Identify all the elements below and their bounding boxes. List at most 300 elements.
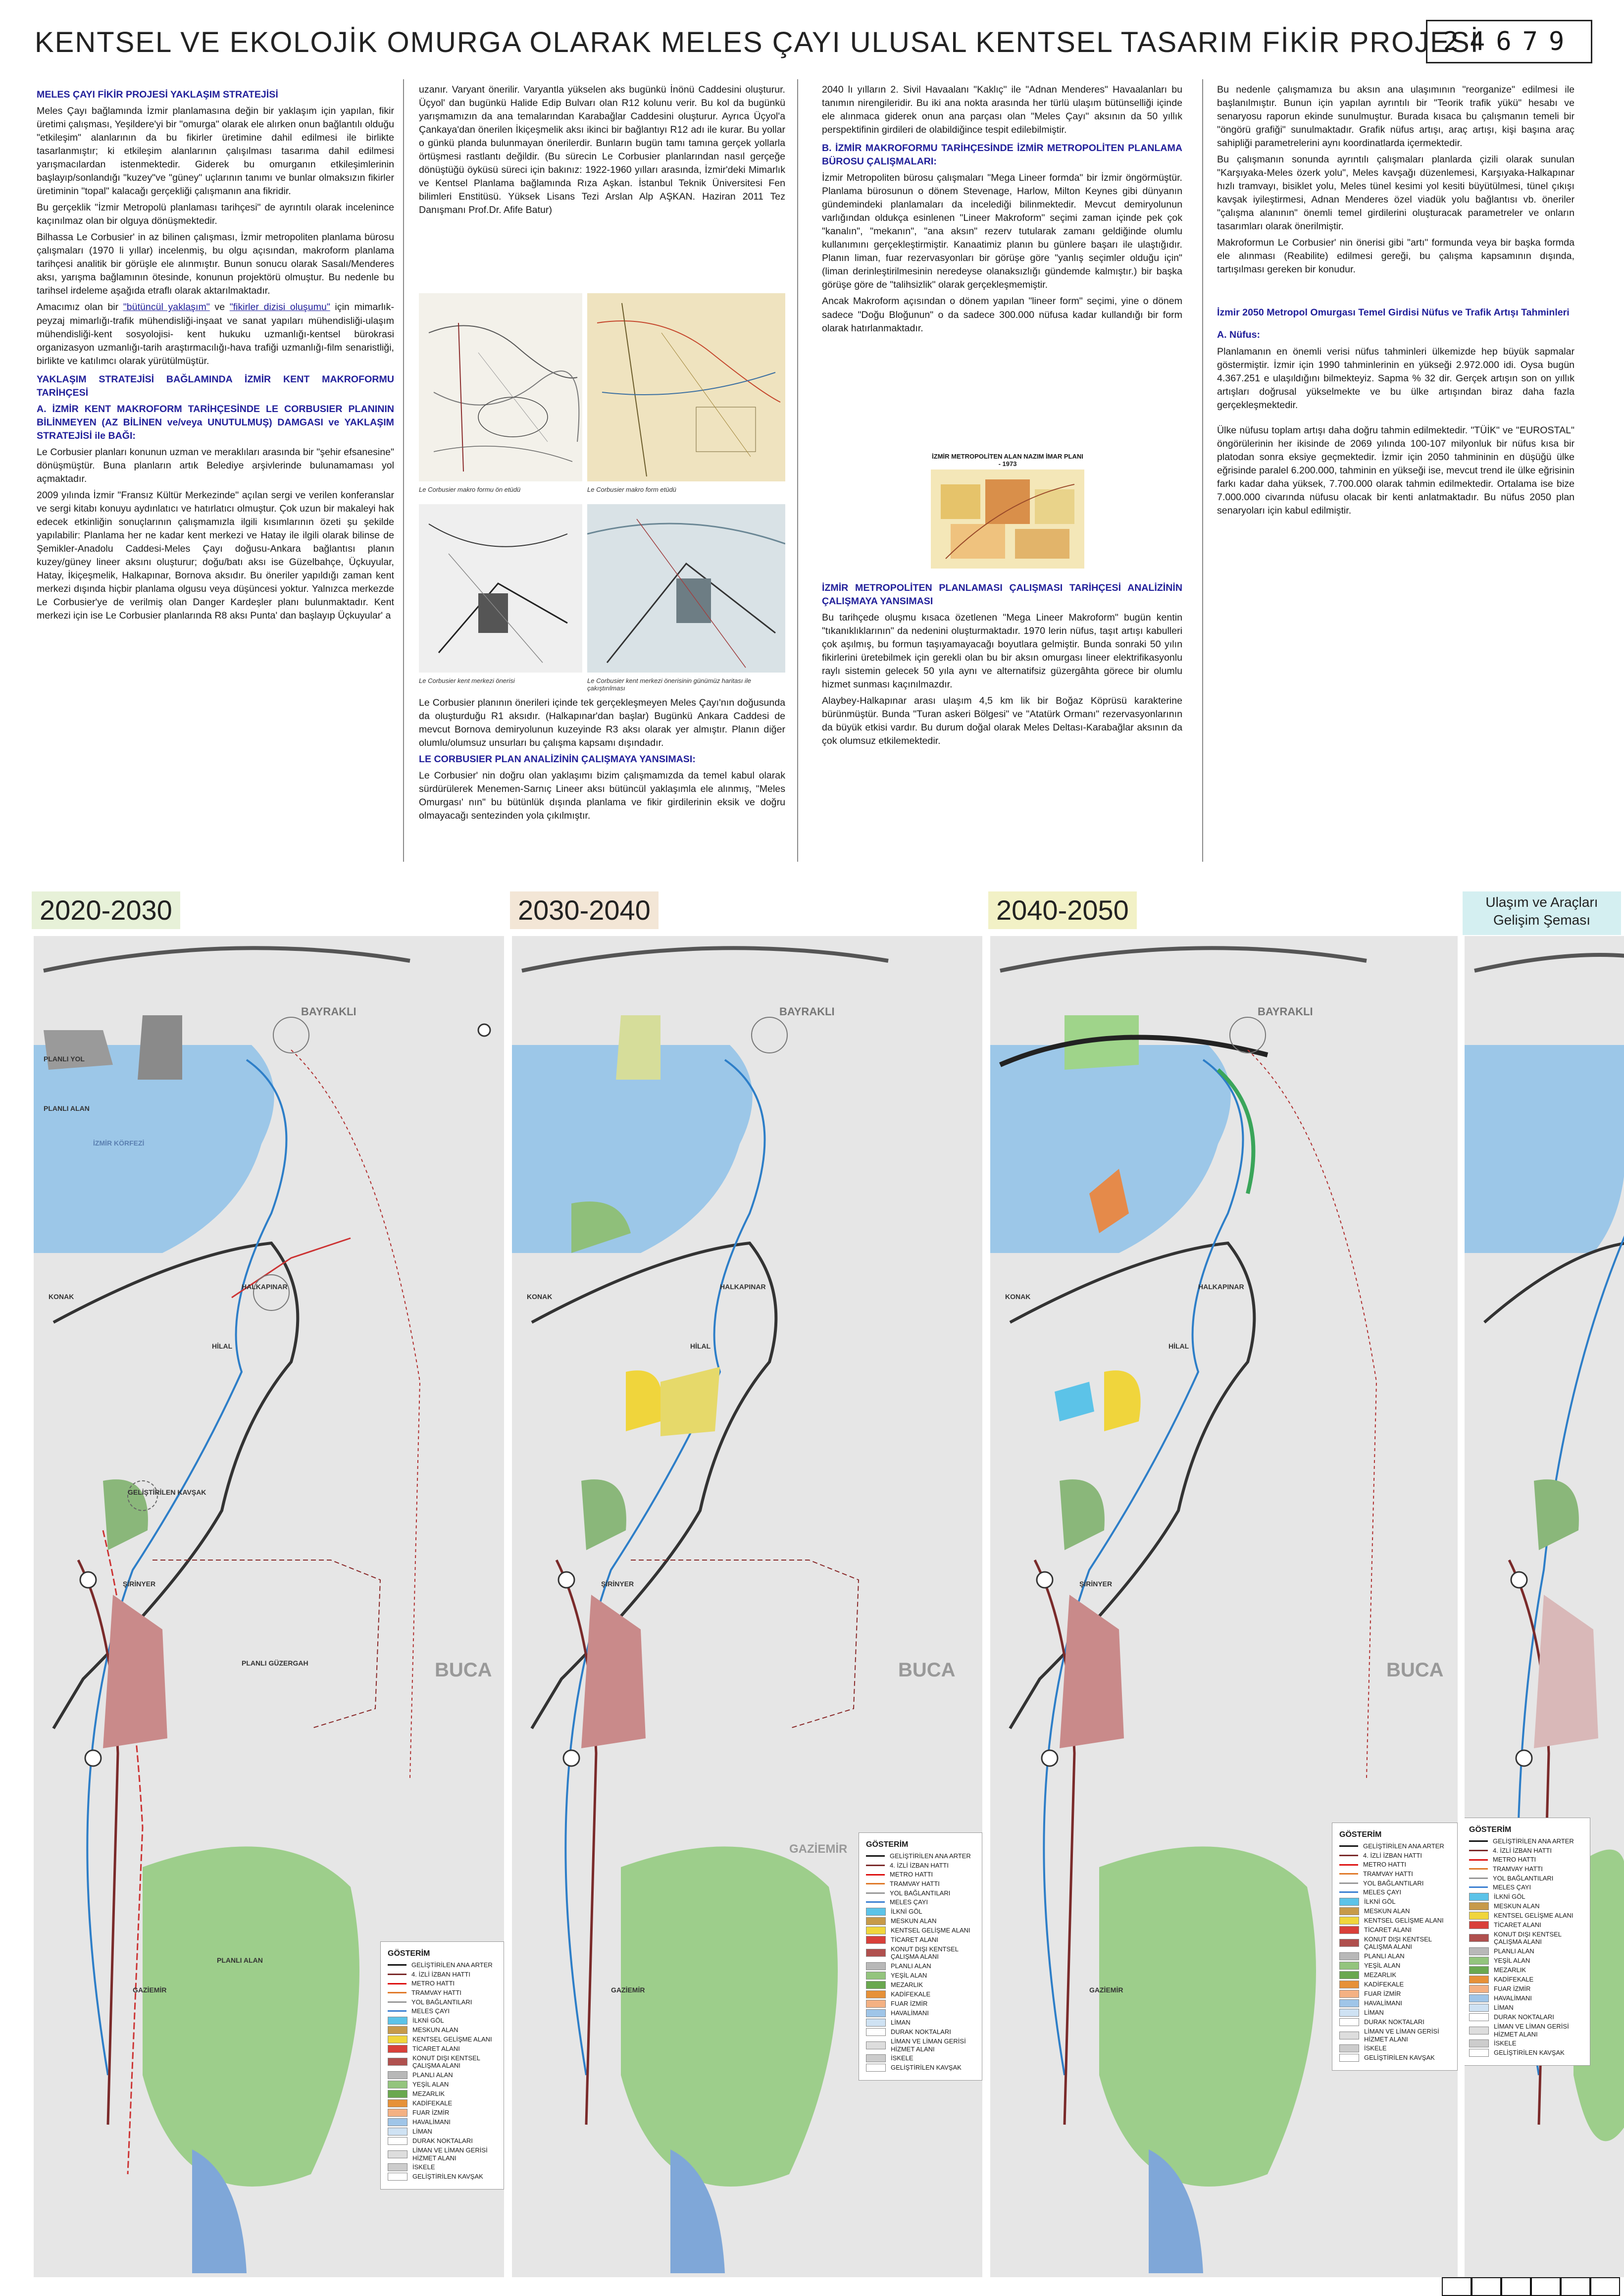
paragraph: 2009 yılında İzmir "Fransız Kültür Merkezinde" açılan sergi ve verilen konferanslar ve sergi kitabı konuyu aydınlatıcı ve hatırlatıcı olmuştur. Çok uzun bir makaleyi hak edecek etkinliğin sonuçlarının çalışmamızla ilgili kısımlarının özeti şu şekilde yapılabilir: Planlama her ne kadar kent merkezi ve Hatay ile ilgili olarak bilinse de Şemikler-Anadolu Caddesi-Meles Çayı doğusu-Ankara bağlantısı planın kuzey/güney lineer aksını oluşturur; doğu/batı aksı ise Güzelbahçe, Üçkuyular, Hatay, İkiçeşmelik, Halkapınar, Bornova aksıdır. Bu öneriler yapıldığı zaman kent merkezi dışında hiçbir planlama olgusu veya düşüncesi yoktur. Yalnızca merkezde Le Corbusier'ye de verilmiş olan Danger Kardeşler planı bulunmaktadır. Kent merkezi için ise Le Corbusier planlarında R8 aksı Punta' dan başlayıp Üçkuyular' a <box>37 489 394 622</box>
legend-area-swatch <box>388 2017 407 2025</box>
legend-area-item <box>866 2009 975 2017</box>
legend-area-item <box>1469 1893 1583 1901</box>
legend-label: METRO HATTI <box>1493 1856 1536 1864</box>
map-label-buca: BUCA <box>898 1659 956 1681</box>
legend-area-swatch <box>1339 1990 1359 1998</box>
legend-area-swatch <box>1339 1917 1359 1925</box>
legend-line-swatch <box>1339 1873 1358 1875</box>
legend-area-item <box>1339 1962 1450 1970</box>
legend-area-swatch <box>388 2109 407 2117</box>
legend-area-swatch <box>866 2041 886 2049</box>
legend-area-swatch <box>388 2035 407 2043</box>
legend-area-item <box>1469 1966 1583 1974</box>
legend-line-item <box>866 1898 975 1906</box>
paragraph: 2040 lı yılların 2. Sivil Havaalanı "Kaklıç" ile "Adnan Menderes" Havaalanları bu tanımın nirengileridir. Bu iki ana nokta arasında her türlü ulaşım bütünselliği içinde ele alınmaca giderek onun ana parçası olan "Meles Çayı" aksının da 50 yıllık perspektifinin girdileri de olabildiğince tespit edilebilmiştir. <box>822 84 1182 136</box>
legend-label: KONUT DIŞI KENTSEL ÇALIŞMA ALANI <box>1364 1935 1432 1951</box>
sketch-map-image <box>419 293 582 481</box>
figure-lecorbusier-1 <box>419 293 582 493</box>
legend-line-swatch <box>1339 1855 1358 1856</box>
legend-line-item <box>388 1971 497 1979</box>
legend-area-item <box>1339 2044 1450 2052</box>
legend-label: LİMAN VE LİMAN GERİSİ HİZMET ALANI <box>412 2146 488 2162</box>
map-legend <box>1332 1823 1458 2071</box>
legend-area-item <box>1469 1902 1583 1910</box>
map-label-planli-guzergah: PLANLI GÜZERGAH <box>242 1659 308 1667</box>
legend-area-swatch <box>1469 2027 1489 2035</box>
legend-line-swatch <box>388 2001 406 2003</box>
legend-area-item <box>1339 1935 1450 1951</box>
legend-label: LİMAN <box>1364 2009 1384 2017</box>
legend-area-item <box>866 2037 975 2053</box>
legend-label: YOL BAĞLANTILARI <box>1493 1874 1554 1882</box>
legend-area-item <box>866 1972 975 1980</box>
legend-label: HAVALİMANI <box>412 2118 451 2126</box>
legend-line-swatch <box>866 1865 885 1866</box>
legend-label: KADİFEKALE <box>891 1990 931 1998</box>
legend-label: İLKNİ GÖL <box>412 2016 444 2024</box>
divider <box>1202 79 1203 862</box>
panel-title-2030-2040: 2030-2040 <box>510 891 659 929</box>
map-label-halkapinar: HALKAPINAR <box>720 1283 766 1291</box>
legend-label: MEZARLIK <box>1494 1966 1526 1974</box>
legend-line-swatch <box>866 1892 885 1894</box>
legend-label: GELİŞTİRİLEN KAVŞAK <box>412 2173 483 2181</box>
legend-label: 4. İZLİ İZBAN HATTI <box>890 1861 949 1869</box>
figure-lecorbusier-2 <box>587 293 785 493</box>
map-label-bayrakli: BAYRAKLI <box>779 1005 835 1018</box>
legend-area-swatch <box>1469 2049 1489 2057</box>
legend-area-item <box>1469 1976 1583 1983</box>
legend-label: MEZARLIK <box>1364 1971 1397 1979</box>
figure-lecorbusier-3 <box>419 504 582 684</box>
legend-label: DURAK NOKTALARI <box>412 2137 473 2145</box>
legend-line-swatch <box>1339 1891 1358 1893</box>
section-heading: İZMİR METROPOLİTEN PLANLAMASI ÇALIŞMASI TARİHÇESİ ANALİZİNİN ÇALIŞMAYA YANSIMASI <box>822 582 1182 607</box>
figure-caption: Le Corbusier makro form etüdü <box>587 486 676 493</box>
map-label-hilal: HİLAL <box>212 1342 233 1350</box>
legend-area-item <box>1469 1931 1583 1946</box>
legend-area-item <box>388 2099 497 2107</box>
legend-label: LİMAN VE LİMAN GERİSİ HİZMET ALANI <box>1494 2022 1569 2038</box>
legend-area-item <box>1469 1957 1583 1965</box>
legend-label: TRAMVAY HATTI <box>1493 1865 1543 1873</box>
legend-area-item <box>388 2045 497 2053</box>
legend-area-swatch <box>1339 1939 1359 1947</box>
legend-area-item <box>388 2026 497 2034</box>
legend-label: YEŞİL ALAN <box>1364 1962 1401 1970</box>
legend-label: KADİFEKALE <box>1364 1981 1404 1988</box>
legend-area-swatch <box>866 1908 886 1916</box>
legend-label: MEZARLIK <box>891 1981 923 1989</box>
legend-line-item <box>388 1998 497 2006</box>
legend-title: GÖSTERİM <box>1339 1830 1382 1839</box>
figure-caption: İZMİR METROPOLİTEN ALAN NAZIM İMAR PLANI - 1973 <box>932 453 1083 468</box>
legend-label: GELİŞTİRİLEN ANA ARTER <box>411 1961 493 1969</box>
legend-area-item <box>1469 1985 1583 1993</box>
paragraph: Le Corbusier planları konunun uzman ve meraklıları arasında bir "şehir efsanesine" dönüşmüştür. Buna planların artık Belediye arşivlerinde bulunamaması yol açmaktadır. <box>37 446 394 484</box>
paragraph <box>37 301 394 367</box>
legend-area-swatch <box>1339 1898 1359 1906</box>
map-label-kavsak: GELİŞTİRİLEN KAVŞAK <box>128 1488 206 1496</box>
text-column-3 <box>822 83 1182 338</box>
legend-line-swatch <box>866 1901 885 1903</box>
legend-label: LİMAN VE LİMAN GERİSİ HİZMET ALANI <box>1364 2027 1439 2043</box>
legend-label: İSKELE <box>891 2054 914 2062</box>
legend-area-swatch <box>866 1936 886 1944</box>
legend-area-swatch <box>1469 1934 1489 1942</box>
legend-line-swatch <box>388 1974 406 1975</box>
legend-label: İSKELE <box>1364 2044 1387 2052</box>
paragraph: Bu nedenle çalışmamıza bu aksın ana ulaşımının "reorganize" edilmesi ile başlanılmıştır. Bunun için yapılan ayrıntılı bir "Teorik trafik yükü" hesabı ve senaryosu raporun ekinde sunulmuştur. Burada kısaca bu çalışmanın temeli bir "öngörü grafiği" sunulmaktadır. Grafik nüfus artışı, araç artışı, kişi başına araç sahipliği parametrelerini aynı koordinatlarda içermektedir. <box>1217 84 1574 149</box>
map-panel-2020-2030 <box>32 936 504 2277</box>
divider <box>403 79 404 862</box>
grading-box <box>1590 2277 1620 2296</box>
legend-label: LİMAN <box>891 2019 911 2027</box>
legend-area-swatch <box>388 2045 407 2053</box>
legend-title: GÖSTERİM <box>866 1840 909 1849</box>
legend-area-swatch <box>1339 2044 1359 2052</box>
legend-label: KENTSEL GELİŞME ALANI <box>891 1926 970 1934</box>
legend-line-swatch <box>866 1855 885 1857</box>
map-label-halkapinar: HALKAPINAR <box>242 1283 288 1291</box>
sketch-map-image <box>587 293 785 481</box>
paragraph: Ülke nüfusu toplam artışı daha doğru tahmin edilmektedir. "TÜİK" ve "EUROSTAL" öngörülerinin her ikisinde de 2069 yılında 100-107 milyonluk bir nüfus kısa bir platodan sonra eksiye geçmektedir. İzmir için 2050 tahmininin en düşüğü ülke eğrisinde paralel 6.200.000, tahminin en yükseği ise, mevcut trend ile ülke eğrisinin farkı kadar daha yüksek, 7.700.000 olarak tahmin edilmektedir. Ortalama ise bize 7.000.000 civarında nüfusu olacak bir kenti anlatmaktadır. Bu nüfus 2050 plan senaryoları için kabul edilmiştir. <box>1217 424 1574 516</box>
legend-line-item <box>1339 1888 1450 1896</box>
map-label-konak: KONAK <box>1005 1293 1031 1301</box>
legend-label: PLANLI ALAN <box>1494 1947 1534 1955</box>
legend-label: METRO HATTI <box>411 1980 455 1987</box>
map-label-planli-alan: PLANLI ALAN <box>44 1104 90 1112</box>
legend-line-item <box>866 1880 975 1888</box>
legend-label: LİMAN VE LİMAN GERİSİ HİZMET ALANI <box>891 2037 966 2053</box>
legend-line-item <box>1469 1847 1583 1855</box>
legend-label: İLKNİ GÖL <box>1364 1897 1396 1905</box>
legend-label: METRO HATTI <box>890 1871 933 1879</box>
header <box>0 0 1624 84</box>
legend-area-swatch <box>866 2000 886 2008</box>
legend-area-item <box>866 1908 975 1916</box>
legend-label: METRO HATTI <box>1363 1861 1407 1869</box>
legend-area-swatch <box>1469 1994 1489 2002</box>
legend-area-swatch <box>1469 1893 1489 1901</box>
legend-area-item <box>388 2146 497 2162</box>
legend-area-item <box>866 2019 975 2027</box>
legend-area-item <box>866 2000 975 2008</box>
text-span: ve <box>209 302 230 313</box>
legend-area-swatch <box>1339 2009 1359 2017</box>
legend-line-swatch <box>1469 1868 1488 1870</box>
legend-label: KADİFEKALE <box>1494 1976 1534 1983</box>
legend-label: GELİŞTİRİLEN KAVŞAK <box>1494 2049 1565 2057</box>
grading-box <box>1472 2277 1501 2296</box>
legend-area-swatch <box>1469 2039 1489 2047</box>
figure-caption: Le Corbusier kent merkezi önerisi <box>419 677 515 684</box>
panel-title-2020-2030: 2020-2030 <box>32 891 180 929</box>
legend-area-item <box>866 1917 975 1925</box>
paragraph: Planlamanın en önemli verisi nüfus tahminleri ülkemizde hep büyük sapmalar göstermiştir. İzmir için 1990 tahminlerinin en yükseği 2.972.000 idi. Oysa bugün 4.367.251 e ulaşıldığını bilmekteyiz. Sapma % 32 dir. Gerçek artışın son on yıllık artışları doğrusal yükselmekte ve bu ülke artışından biraz daha fazla gerçekleşmektedir. <box>1217 346 1574 411</box>
legend-area-swatch <box>388 2173 407 2181</box>
figure-lecorbusier-4 <box>587 504 785 692</box>
legend-label: MESKUN ALAN <box>412 2026 458 2034</box>
legend-label: MESKUN ALAN <box>1364 1907 1410 1915</box>
map-label-konak: KONAK <box>527 1293 553 1301</box>
legend-label: HAVALİMANI <box>1364 1999 1402 2007</box>
legend-label: HAVALİMANI <box>1494 1994 1532 2002</box>
legend-area-swatch <box>866 1962 886 1970</box>
legend-area-swatch <box>1469 1966 1489 1974</box>
legend-label: MELES ÇAYI <box>890 1898 928 1906</box>
legend-line-swatch <box>1339 1845 1358 1847</box>
legend-line-item <box>866 1852 975 1860</box>
legend-label: PLANLI ALAN <box>1364 1952 1405 1960</box>
legend-label: MELES ÇAYI <box>411 2007 450 2015</box>
legend-line-item <box>1339 1842 1450 1850</box>
map-label-halkapinar: HALKAPINAR <box>1198 1283 1244 1291</box>
map-label-gaziemir: GAZİEMİR <box>611 1986 645 1994</box>
grading-box <box>1501 2277 1531 2296</box>
emphasis-link: "bütüncül yaklaşım" <box>123 302 210 313</box>
legend-area-swatch <box>1469 1947 1489 1955</box>
grading-boxes <box>1442 2277 1620 2296</box>
paragraph: Bilhassa Le Corbusier' in az bilinen çalışması, İzmir metropoliten planlama bürosu çalışmaları (1970 li yıllar) incelenmiş, bu olgu açısından, makroform planlama tarihçesi analitik bir görüşle ele alınmıştır. Bunun sonucu olarak Sasalı/Menderes aksı, yarışma bağlamının ötesinde, konunun projektörü olmuştur. Bu nedenle bu tarihsel irdeleme aşağıda etraflı olarak aktarılmaktadır. <box>37 232 394 297</box>
legend-label: HAVALİMANI <box>891 2009 929 2017</box>
legend-label: MESKUN ALAN <box>1494 1902 1540 1910</box>
map-label-planli-alan-2: PLANLI ALAN <box>217 1956 263 1964</box>
legend-label: MEZARLIK <box>412 2090 445 2098</box>
legend-label: YOL BAĞLANTILARI <box>411 1998 472 2006</box>
plan-map-image <box>931 470 1084 569</box>
legend-title: GÖSTERİM <box>388 1949 430 1958</box>
legend-line-item <box>1469 1856 1583 1864</box>
legend-area-swatch <box>1469 1957 1489 1965</box>
legend-area-item <box>388 2081 497 2088</box>
legend-area-item <box>866 2054 975 2062</box>
legend-area-swatch <box>1339 1999 1359 2007</box>
legend-area-item <box>1469 2004 1583 2012</box>
map-label-konak: KONAK <box>49 1293 74 1301</box>
legend-label: MELES ÇAYI <box>1493 1883 1531 1891</box>
figure-caption: Le Corbusier makro formu ön etüdü <box>419 486 521 493</box>
legend-line-item <box>1469 1865 1583 1873</box>
map-label-bayrakli: BAYRAKLI <box>1258 1005 1313 1018</box>
legend-label: 4. İZLİ İZBAN HATTI <box>1493 1846 1552 1854</box>
legend-line-swatch <box>1339 1864 1358 1866</box>
legend-label: TİCARET ALANI <box>412 2044 460 2052</box>
map-label-bayrakli: BAYRAKLI <box>301 1005 356 1018</box>
legend-area-swatch <box>388 2128 407 2136</box>
legend-area-swatch <box>1339 2032 1359 2039</box>
legend-label: TRAMVAY HATTI <box>411 1988 461 1996</box>
legend-area-swatch <box>388 2118 407 2126</box>
legend-line-swatch <box>388 1992 406 1993</box>
paragraph: Makroformun Le Corbusier' nin önerisi gibi "artı" formunda veya bir başka formda ele alınması (Reabilite) edilmesi gereği, bu çalışma kapsamının dışında, tartışılması gereken bir konudur. <box>1217 237 1574 275</box>
legend-area-item <box>388 2163 497 2171</box>
legend-label: TİCARET ALANI <box>1364 1926 1412 1933</box>
legend-label: MELES ÇAYI <box>1363 1888 1402 1896</box>
legend-label: 4. İZLİ İZBAN HATTI <box>411 1970 470 1978</box>
map-label-buca: BUCA <box>1386 1659 1444 1681</box>
legend-area-item <box>1469 2049 1583 2057</box>
legend-label: YEŞİL ALAN <box>1494 1957 1530 1965</box>
legend-area-item <box>1339 2009 1450 2017</box>
legend-label: YEŞİL ALAN <box>891 1972 927 1980</box>
legend-area-swatch <box>1339 1971 1359 1979</box>
legend-area-item <box>1339 1907 1450 1915</box>
legend-area-swatch <box>1339 1981 1359 1988</box>
legend-area-swatch <box>1339 2054 1359 2062</box>
legend-area-swatch <box>1339 1952 1359 1960</box>
text-column-3b <box>822 576 1182 751</box>
section-heading: İzmir 2050 Metropol Omurgası Temel Girdisi Nüfus ve Trafik Artışı Tahminleri <box>1217 307 1570 318</box>
legend-area-item <box>866 2028 975 2036</box>
grading-box <box>1561 2277 1590 2296</box>
legend-area-item <box>866 1962 975 1970</box>
legend-area-swatch <box>1469 2004 1489 2012</box>
legend-label: GELİŞTİRİLEN ANA ARTER <box>1363 1842 1444 1850</box>
map-ulasim <box>1465 936 1624 2277</box>
map-label-gaziemir-district: GAZİEMİR <box>789 1842 848 1856</box>
paragraph: Bu tarihçede oluşmu kısaca özetlenen "Mega Lineer Makroform" bugün kentin "tıkanıklıklarının" da nedenini oluşturmaktadır. 1970 lerin nüfus, taşıt artışı kabulleri çok aşılmış, bu formun taşıyamayacağı boyutlara gelmiştir. Bunda sonraki 50 yılın fikirlerini üretebilmek için gerekli olan bu bir aksın omurgası lineer elektrifikasyonlu raylı sistemin gelecek 50 yıla aynı ve alternatifsiz güzergâhta görece bir olumlu hizmet sunması kaçınılmazdır. <box>822 612 1182 690</box>
legend-area-swatch <box>388 2150 407 2158</box>
figure-caption: Le Corbusier kent merkezi önerisinin günümüz haritası ile çakıştırılması <box>587 677 751 692</box>
paragraph: Alaybey-Halkapınar arası ulaşım 4,5 km lik bir Boğaz Köprüsü karakterine bürünmüştür. Bunda "Turan askeri Bölgesi" ve "Atatürk Ormanı" rezervasyonlarının da büyük etkisi vardır. Bu durum doğal olarak Meles Deltası-Karabağlar aksının da çok olumsuz etkilemektedir. <box>822 695 1182 747</box>
text-column-2b <box>419 696 785 826</box>
legend-area-swatch <box>1339 1907 1359 1915</box>
legend-area-swatch <box>866 1990 886 1998</box>
panel-title-ulasim: Ulaşım ve Araçları Gelişim Şeması <box>1463 891 1621 935</box>
legend-area-item <box>388 2173 497 2181</box>
legend-line-swatch <box>388 1964 406 1966</box>
legend-label: FUAR İZMİR <box>1494 1985 1531 1993</box>
paragraph: Bu gerçeklik "İzmir Metropolü planlaması tarihçesi" de ayrıntılı olarak incelenince kaçınılmaz olan bir olguya dönüşmektedir. <box>37 202 394 227</box>
paragraph: Le Corbusier planının önerileri içinde tek gerçekleşmeyen Meles Çayı'nın doğusunda da oluşturduğu R1 aksıdır. (Halkapınar'dan başlar) Bugünkü Ankara Caddesi de mevcut Bornova demiryolunun kuzeyinde R3 aksı olarak yer almıştır. Planın diğer olumlu/olumsuz unsurları bu çalışma kapsamı dışındadır. <box>419 697 785 749</box>
legend-label: KONUT DIŞI KENTSEL ÇALIŞMA ALANI <box>412 2054 480 2070</box>
legend-label: GELİŞTİRİLEN KAVŞAK <box>891 2064 962 2072</box>
legend-area-item <box>1469 2023 1583 2038</box>
legend-area-item <box>388 2109 497 2117</box>
legend-label: KONUT DIŞI KENTSEL ÇALIŞMA ALANI <box>1494 1930 1562 1946</box>
legend-area-item <box>388 2090 497 2098</box>
paragraph: Bu çalışmanın sonunda ayrıntılı çalışmaları planlarda çizili olarak sunulan "Karşıyaka-Meles özerk yolu", Meles kavşağı düzenlemesi, Karşıyaka-Halkapınar hızlı tramvayı, bisiklet yolu, Meles tünel kesimi yol kesiti büyütülmesi, tünel çıkışı kavşak iyileştirmesi, Adnan Menderes özel viadük yolu bağlantısı vb. öneriler "çalışma alanının" önemli temel girdilerini oluşturacak parametreler ve onların tasarımları olarak önerilmiştir. <box>1217 154 1574 232</box>
legend-area-swatch <box>1469 2013 1489 2021</box>
legend-area-swatch <box>866 1949 886 1957</box>
section-heading: A. Nüfus: <box>1217 329 1261 341</box>
legend-line-item <box>388 1980 497 1987</box>
legend-label: GELİŞTİRİLEN ANA ARTER <box>890 1852 971 1860</box>
legend-area-swatch <box>866 1917 886 1925</box>
map-label-hilal: HİLAL <box>690 1342 711 1350</box>
legend-label: DURAK NOKTALARI <box>1364 2018 1424 2026</box>
legend-area-item <box>388 2054 497 2070</box>
map-legend <box>380 1941 504 2190</box>
legend-area-swatch <box>388 2081 407 2088</box>
legend-area-swatch <box>866 2054 886 2062</box>
legend-area-swatch <box>866 2064 886 2072</box>
map-label-planli-yol: PLANLI YOL <box>44 1055 85 1063</box>
legend-area-swatch <box>388 2026 407 2034</box>
legend-label: İSKELE <box>1494 2039 1517 2047</box>
legend-area-item <box>866 1936 975 1944</box>
legend-area-swatch <box>388 2099 407 2107</box>
legend-area-swatch <box>1469 1902 1489 1910</box>
text-column-2 <box>419 83 785 220</box>
paragraph: Ancak Makroform açısından o dönem yapılan "lineer form" seçimi, yine o dönem sadece "Doğu Bloğunun" o da sadece 300.000 nüfusa kadar kullandığı bir form olarak hatırlanmaktadır. <box>822 296 1182 334</box>
legend-label: YOL BAĞLANTILARI <box>1363 1879 1424 1887</box>
legend-label: FUAR İZMİR <box>412 2109 450 2117</box>
legend-line-item <box>1469 1837 1583 1845</box>
section-heading: YAKLAŞIM STRATEJİSİ BAĞLAMINDA İZMİR KENT MAKROFORMU TARİHÇESİ <box>37 373 394 398</box>
map-label-sirinyer: ŞİRİNYER <box>1079 1580 1113 1588</box>
map-panel-2040-2050 <box>988 936 1458 2277</box>
legend-label: PLANLI ALAN <box>412 2071 453 2079</box>
legend-line-item <box>1339 1861 1450 1869</box>
legend-line-item <box>388 1989 497 1997</box>
legend-line-item <box>1339 1852 1450 1860</box>
paragraph: Meles Çayı bağlamında İzmir planlamasına değin bir yaklaşım için yapılan, fikir üretimi çalışması, Yeşildere'yi bir "omurga" olarak ele alırken onun bağlantılı olduğu "etkileşim" alanlarının da bu fikirler üretimine dahil edilmesi ile birlikte tasarlanmıştır; ki etkileşim alanlarının çalışılması tasarıma dahil edilmesi yarışmacılardan istenmektedir. Giderek bu omurganın etkileşimlerinin başlayıp/sonlandığı "kuzey"ve "güney" uçlarının tanımı ve bunlar olmaksızın fikirler üretiminin "topal" kalacağı gerçekliği çalışmanın ana fikridir. <box>37 105 394 197</box>
legend-label: GELİŞTİRİLEN ANA ARTER <box>1493 1837 1574 1845</box>
panel-title-2040-2050: 2040-2050 <box>988 891 1137 929</box>
legend-line-swatch <box>1469 1878 1488 1879</box>
legend-area-item <box>388 2118 497 2126</box>
legend-area-swatch <box>866 2028 886 2036</box>
sketch-map-image <box>419 504 582 673</box>
legend-area-swatch <box>1469 1921 1489 1929</box>
legend-area-item <box>1469 2039 1583 2047</box>
legend-label: TİCARET ALANI <box>891 1935 938 1943</box>
legend-label: FUAR İZMİR <box>1364 1990 1401 1998</box>
emphasis-link: "fikirler dizisi oluşumu" <box>229 302 330 313</box>
sketch-map-image <box>587 504 785 673</box>
text-span: için mimarlık-peyzaj mimarlığı-trafik mühendisliği-inşaat ve sanat yapıları mühendisliği-ulaşım mühendisliği-kent sosyolojisi- kent hukuku uzmanlığı-kentsel bürokrasi organizasyon uzmanlığı-tarih araştırmacılığı-hava trafiği uzmanlığı-film senaristliği, birlikte ve katılımcı olarak yürütülmüştür. <box>37 302 394 366</box>
legend-line-swatch <box>1469 1886 1488 1888</box>
legend-label: İLKNİ GÖL <box>891 1907 922 1915</box>
legend-area-swatch <box>1469 1912 1489 1920</box>
legend-label: KENTSEL GELİŞME ALANI <box>1494 1911 1573 1919</box>
legend-line-item <box>866 1862 975 1870</box>
legend-area-item <box>1469 1994 1583 2002</box>
legend-label: YOL BAĞLANTILARI <box>890 1889 951 1897</box>
legend-area-item <box>1469 1921 1583 1929</box>
legend-area-item <box>1339 1999 1450 2007</box>
legend-label: KENTSEL GELİŞME ALANI <box>1364 1916 1444 1924</box>
legend-line-item <box>866 1871 975 1879</box>
legend-label: LİMAN <box>412 2128 432 2136</box>
legend-area-swatch <box>388 2071 407 2079</box>
divider <box>797 79 798 862</box>
text-column-1 <box>37 83 394 626</box>
legend-area-item <box>1469 1912 1583 1920</box>
legend-area-item <box>1339 2054 1450 2062</box>
legend-area-item <box>866 1981 975 1989</box>
legend-area-item <box>1339 1926 1450 1934</box>
legend-line-item <box>388 1961 497 1969</box>
legend-label: 4. İZLİ İZBAN HATTI <box>1363 1851 1422 1859</box>
legend-label: LİMAN <box>1494 2004 1514 2012</box>
legend-area-swatch <box>388 2163 407 2171</box>
paragraph: İzmir Metropoliten bürosu çalışmaları "Mega Lineer formda" bir İzmir öngörmüştür. Planlama bürosunun o dönem Stevenage, Harlow, Milton Keynes gibi dünyanın gündemindeki planlamaları da incelediği bilinmektedir. Mevcut demiryolunun varlığından oldukça esinlenen "Lineer Makroform" seçimi zaman içinde pek çok "kanalın", "mekanın", "ana aksın" rezerv tutularak zamanı geldiğinde olumlu kullanımını gerçekleştirmiştir. Kanaatimiz planın bu günlere başarı ile ulaştığıdır. Planın liman, fuar rezervasyonları bir görüşe göre "yanlış seçimler olduğu için" (liman derinleştirilmesinin neredeyse olanaksızlığı gündemde kalmıştır.) bir başka görüşe göre de "talihsizlik" olarak gerçekleşmemiştir. <box>822 172 1182 291</box>
legend-area-item <box>1339 1971 1450 1979</box>
poster-title: KENTSEL VE EKOLOJİK OMURGA OLARAK MELES ÇAYI ULUSAL KENTSEL TASARIM FİKİR PROJESİ <box>35 26 1479 58</box>
paragraph: Le Corbusier' nin doğru olan yaklaşımı bizim çalışmamızda da temel kabul olarak sürdürülerek Menemen-Sarnıç Lineer aksı bütüncül yaklaşımla ele alınmış, "Meles Omurgası' nın" bu bütünlük dışında planlama ve fikir girdilerinin eksik ve doğru olmayacağı sentezinden yola çıkılmıştır. <box>419 770 785 822</box>
legend-area-swatch <box>388 2058 407 2066</box>
legend-label: KENTSEL GELİŞME ALANI <box>412 2035 492 2043</box>
legend-label: İLKNİ GÖL <box>1494 1892 1525 1900</box>
legend-line-swatch <box>1469 1859 1488 1861</box>
legend-label: KADİFEKALE <box>412 2099 453 2107</box>
legend-area-swatch <box>1339 1926 1359 1934</box>
legend-area-item <box>1339 1898 1450 1906</box>
legend-label: DURAK NOKTALARI <box>1494 2013 1554 2021</box>
